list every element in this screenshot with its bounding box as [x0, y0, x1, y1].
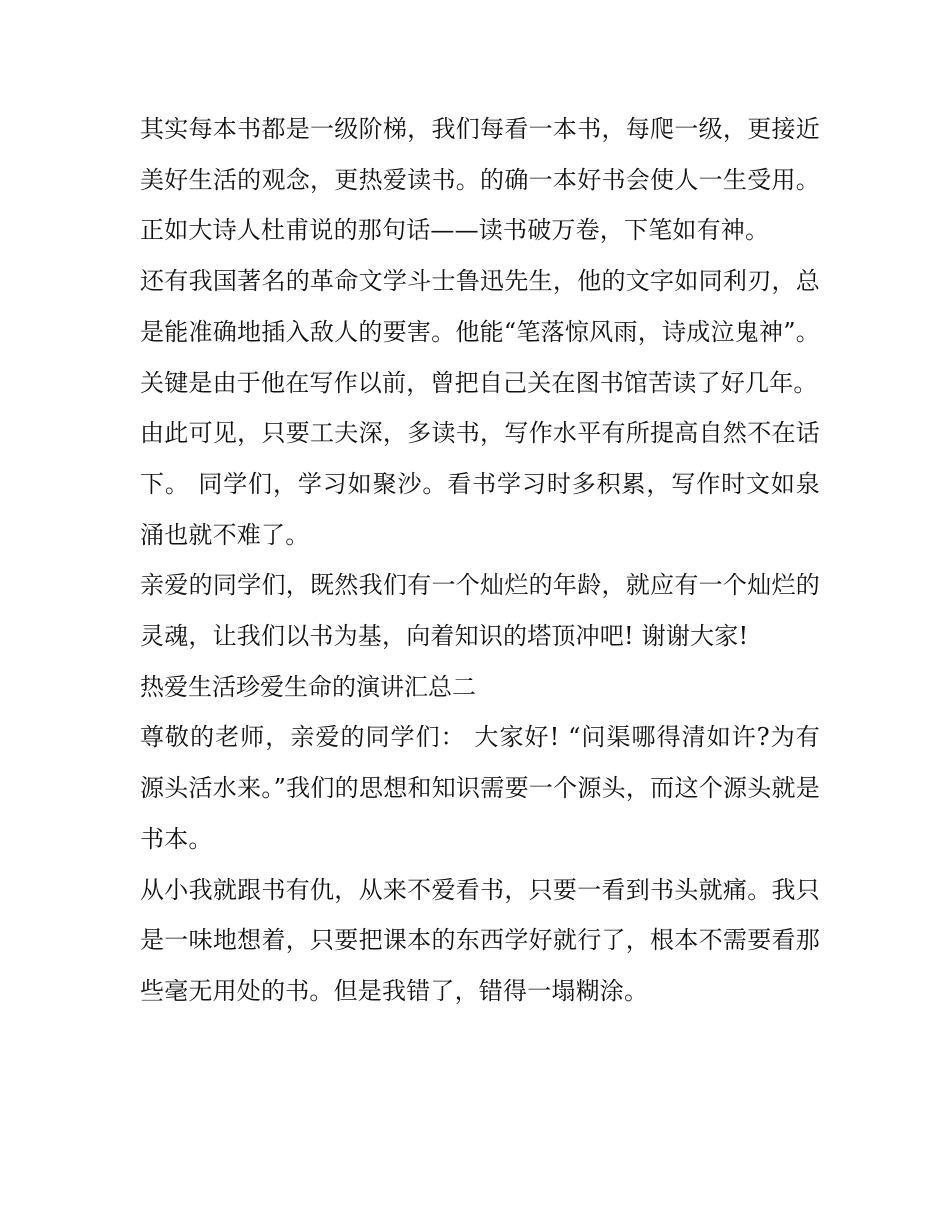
paragraph-3: 由此可见，只要工夫深，多读书，写作水平有所提高自然不在话下。 同学们，学习如聚沙。看书学习时多积累，写作时文如泉涌也就不难了。: [140, 419, 820, 549]
paragraph-5: 尊敬的老师，亲爱的同学们： 大家好! “问渠哪得清如许?为有源头活水来。”我们的思想和知识需要一个源头，而这个源头就是书本。: [140, 723, 820, 853]
paragraph-6: 从小我就跟书有仇，从来不爱看书，只要一看到书头就痛。我只是一味地想着，只要把课本的东西学好就行了，根本不需要看那些毫无用处的书。但是我错了，错得一塌糊涂。: [140, 875, 820, 1005]
paragraph-2: 还有我国著名的革命文学斗士鲁迅先生，他的文字如同利刃，总是能准确地插入敌人的要害。他能“笔落惊风雨，诗成泣鬼神”。关键是由于他在写作以前，曾把自己关在图书馆苦读了好几年。: [140, 267, 820, 397]
paragraph-1: 其实每本书都是一级阶梯，我们每看一本书，每爬一级，更接近美好生活的观念，更热爱读书。的确一本好书会使人一生受用。正如大诗人杜甫说的那句话——读书破万卷，下笔如有神。: [140, 115, 820, 245]
paragraph-4: 亲爱的同学们，既然我们有一个灿烂的年龄，就应有一个灿烂的灵魂，让我们以书为基，向着知识的塔顶冲吧! 谢谢大家!: [140, 571, 820, 651]
section-title: 热爱生活珍爱生命的演讲汇总二: [140, 672, 476, 701]
document-body: [140, 104, 820, 1017]
